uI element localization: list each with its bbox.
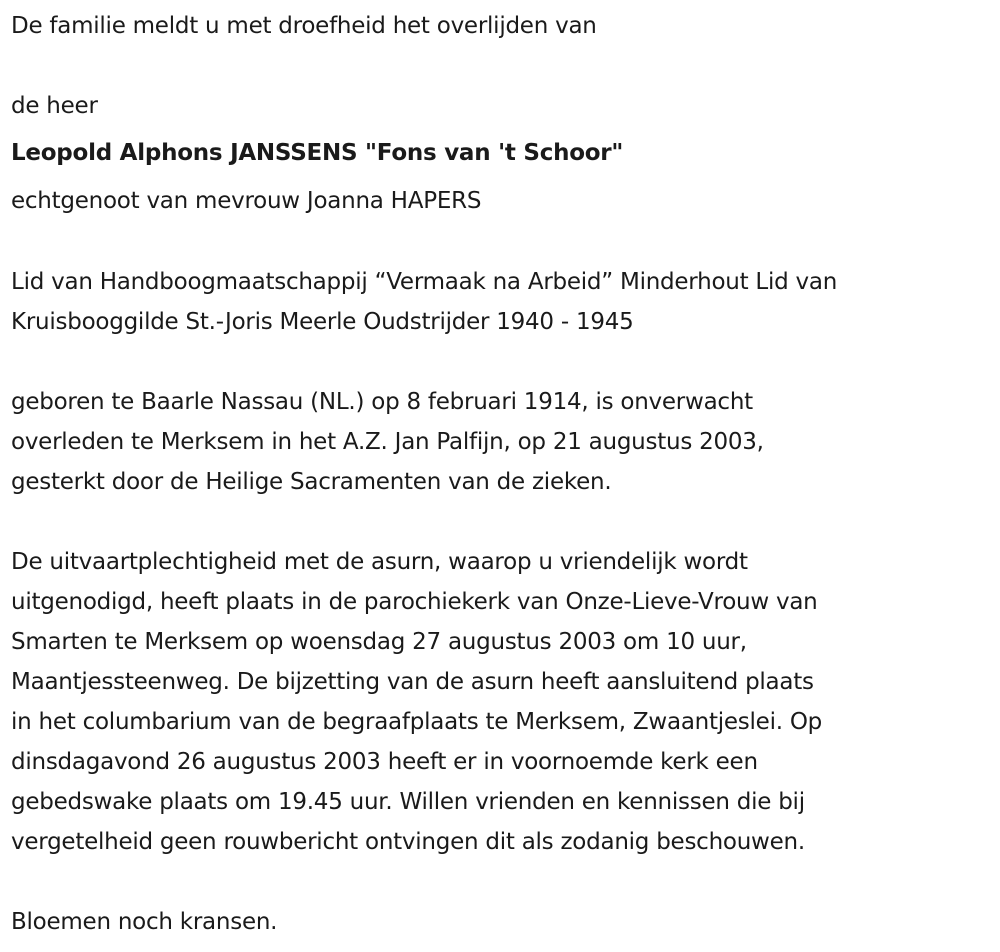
ceremony-line: gebedswake plaats om 19.45 uur. Willen vrienden en kennissen die bij [11, 789, 805, 815]
birth-death-line: gesterkt door de Heilige Sacramenten van de zieken. [11, 469, 612, 495]
closing-text: Bloemen noch kransen. [11, 909, 278, 935]
memberships-line: Kruisbooggilde St.-Joris Meerle Oudstrijder 1940 - 1945 [11, 309, 634, 335]
intro-text: De familie meldt u met droefheid het overlijden van [11, 13, 597, 39]
salutation: de heer [11, 93, 98, 119]
ceremony-line: vergetelheid geen rouwbericht ontvingen dit als zodanig beschouwen. [11, 829, 805, 855]
ceremony-line: in het columbarium van de begraafplaats te Merksem, Zwaantjeslei. Op [11, 709, 823, 735]
ceremony-line: uitgenodigd, heeft plaats in de parochiekerk van Onze-Lieve-Vrouw van [11, 589, 818, 615]
ceremony-line: dinsdagavond 26 augustus 2003 heeft er in voornoemde kerk een [11, 749, 758, 775]
ceremony-line: Maantjessteenweg. De bijzetting van de asurn heeft aansluitend plaats [11, 669, 814, 695]
birth-death-line: geboren te Baarle Nassau (NL.) op 8 februari 1914, is onverwacht [11, 389, 753, 415]
deceased-name: Leopold Alphons JANSSENS "Fons van 't Schoor" [11, 140, 624, 166]
memberships-line: Lid van Handboogmaatschappij “Vermaak na Arbeid” Minderhout Lid van [11, 269, 838, 295]
ceremony-line: De uitvaartplechtigheid met de asurn, waarop u vriendelijk wordt [11, 549, 748, 575]
ceremony-line: Smarten te Merksem op woensdag 27 augustus 2003 om 10 uur, [11, 629, 747, 655]
birth-death-line: overleden te Merksem in het A.Z. Jan Palfijn, op 21 augustus 2003, [11, 429, 764, 455]
spouse-text: echtgenoot van mevrouw Joanna HAPERS [11, 188, 482, 214]
